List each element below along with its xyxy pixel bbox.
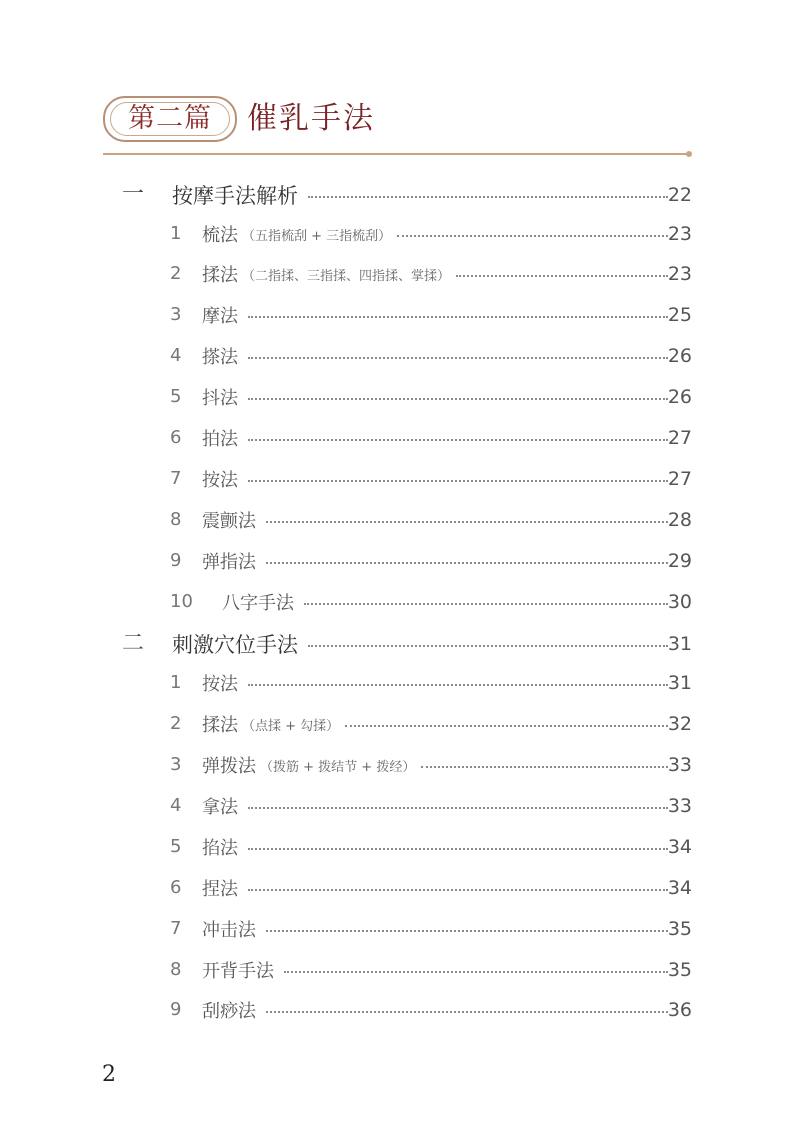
toc-page-number: 23 — [667, 263, 692, 285]
toc-entry-leader — [172, 180, 668, 210]
toc-item-row[interactable] — [0, 505, 800, 535]
toc-item-row[interactable] — [0, 832, 800, 862]
toc-entry-title: 八字手法 — [222, 593, 294, 614]
toc-entry-number: 2 — [170, 263, 182, 284]
toc-entry-title: 刮痧法 — [202, 1001, 256, 1022]
toc-entry-title: 按法 — [202, 674, 238, 695]
toc-dot-leader — [308, 196, 668, 198]
toc-dot-leader — [248, 848, 668, 850]
toc-entry-title: 梳法 — [202, 225, 238, 246]
toc-entry-leader — [202, 423, 668, 453]
toc-dot-leader — [266, 562, 668, 564]
toc-entry-title: 按摩手法解析 — [172, 184, 298, 208]
toc-entry-title: 拿法 — [202, 797, 238, 818]
toc-page-number: 33 — [667, 754, 692, 776]
toc-dot-leader — [266, 521, 668, 523]
toc-item-row[interactable] — [0, 341, 800, 371]
toc-dot-leader — [284, 971, 668, 973]
toc-dot-leader — [304, 603, 668, 605]
toc-entry-number: 1 — [170, 672, 182, 693]
toc-entry-number: 一 — [122, 182, 145, 207]
toc-entry-title: 弹指法 — [202, 552, 256, 573]
toc-page-number: 33 — [667, 795, 692, 817]
toc-entry-leader — [202, 505, 668, 535]
toc-dot-leader — [421, 766, 668, 768]
toc-dot-leader — [266, 930, 668, 932]
toc-entry-number: 3 — [170, 304, 182, 325]
toc-entry-leader — [222, 587, 668, 617]
toc-entry-number: 5 — [170, 836, 182, 857]
toc-item-row[interactable] — [0, 423, 800, 453]
toc-item-row[interactable] — [0, 464, 800, 494]
toc-entry-leader — [202, 341, 668, 371]
toc-page-number: 36 — [667, 999, 692, 1021]
toc-entry-leader — [202, 259, 668, 289]
toc-dot-leader — [248, 439, 668, 441]
toc-dot-leader — [248, 889, 668, 891]
toc-entry-title: 按法 — [202, 470, 238, 491]
toc-page-number: 27 — [667, 468, 692, 490]
toc-entry-number: 8 — [170, 959, 182, 980]
toc-entry-leader — [202, 914, 668, 944]
toc-entry-number: 2 — [170, 713, 182, 734]
toc-entry-subtitle: （五指梳刮 + 三指梳刮） — [242, 228, 392, 244]
toc-page-number: 31 — [667, 633, 692, 655]
toc-page-number: 34 — [667, 836, 692, 858]
toc-entry-title: 捏法 — [202, 879, 238, 900]
toc-page-number: 30 — [667, 591, 692, 613]
toc-entry-title: 掐法 — [202, 838, 238, 859]
toc-entry-number: 10 — [170, 591, 193, 612]
toc-section-row[interactable] — [0, 629, 800, 659]
toc-entry-title: 揉法 — [202, 715, 238, 736]
toc-entry-title: 冲击法 — [202, 920, 256, 941]
toc-entry-title: 抖法 — [202, 388, 238, 409]
toc-entry-leader — [202, 873, 668, 903]
toc-page-number: 32 — [667, 713, 692, 735]
toc-entry-number: 9 — [170, 550, 182, 571]
toc-item-row[interactable] — [0, 873, 800, 903]
toc-entry-leader — [202, 709, 668, 739]
toc-item-row[interactable] — [0, 546, 800, 576]
toc-page-number: 31 — [667, 672, 692, 694]
toc-item-row[interactable] — [0, 259, 800, 289]
toc-entry-leader — [202, 219, 668, 249]
toc-page-number: 26 — [667, 386, 692, 408]
toc-section-row[interactable] — [0, 180, 800, 210]
toc-entry-leader — [172, 629, 668, 659]
toc-page-number: 34 — [667, 877, 692, 899]
toc-entry-number: 4 — [170, 795, 182, 816]
toc-dot-leader — [248, 807, 668, 809]
toc-dot-leader — [248, 684, 668, 686]
toc-entry-title: 刺激穴位手法 — [172, 633, 298, 657]
toc-page-number: 22 — [667, 184, 692, 206]
toc-page-number: 23 — [667, 223, 692, 245]
toc-entry-leader — [202, 464, 668, 494]
toc-page-number: 29 — [667, 550, 692, 572]
toc-entry-number: 3 — [170, 754, 182, 775]
toc-entry-number: 7 — [170, 918, 182, 939]
toc-dot-leader — [248, 398, 668, 400]
toc-entry-number: 1 — [170, 223, 182, 244]
toc-entry-subtitle: （二指揉、三指揉、四指揉、掌揉） — [242, 268, 451, 284]
toc-item-row[interactable] — [0, 750, 800, 780]
toc-item-row[interactable] — [0, 709, 800, 739]
part-title: 催乳手法 — [247, 101, 375, 136]
toc-item-row[interactable] — [0, 382, 800, 412]
toc-entry-title: 搽法 — [202, 347, 238, 368]
toc-entry-leader — [202, 546, 668, 576]
toc-dot-leader — [248, 480, 668, 482]
toc-dot-leader — [456, 275, 668, 277]
toc-entry-title: 摩法 — [202, 306, 238, 327]
toc-entry-leader — [202, 750, 668, 780]
toc-page-number: 26 — [667, 345, 692, 367]
page-number: 2 — [102, 1062, 116, 1087]
toc-item-row[interactable] — [0, 668, 800, 698]
toc-entry-number: 6 — [170, 427, 182, 448]
toc-page-number: 28 — [667, 509, 692, 531]
toc-dot-leader — [266, 1011, 668, 1013]
toc-dot-leader — [308, 645, 668, 647]
toc-item-row[interactable] — [0, 587, 800, 617]
toc-entry-leader — [202, 300, 668, 330]
toc-entry-leader — [202, 791, 668, 821]
toc-entry-number: 6 — [170, 877, 182, 898]
toc-item-row[interactable] — [0, 219, 800, 249]
part-label: 第二篇 — [128, 103, 212, 134]
toc-dot-leader — [345, 725, 668, 727]
toc-entry-leader — [202, 995, 668, 1025]
toc-item-row[interactable] — [0, 791, 800, 821]
toc-entry-title: 震颤法 — [202, 511, 256, 532]
toc-entry-number: 4 — [170, 345, 182, 366]
toc-entry-leader — [202, 668, 668, 698]
toc-item-row[interactable] — [0, 955, 800, 985]
toc-entry-subtitle: （点揉 + 勾揉） — [242, 718, 340, 734]
toc-item-row[interactable] — [0, 300, 800, 330]
toc-entry-leader — [202, 955, 668, 985]
toc-entry-title: 弹拨法 — [202, 756, 256, 777]
toc-entry-number: 7 — [170, 468, 182, 489]
toc-entry-number: 8 — [170, 509, 182, 530]
toc-dot-leader — [397, 235, 668, 237]
toc-page-number: 35 — [667, 959, 692, 981]
toc-entry-subtitle: （拨筋 + 拨结节 + 拨经） — [260, 759, 416, 775]
toc-page-number: 25 — [667, 304, 692, 326]
toc-entry-number: 9 — [170, 999, 182, 1020]
toc-dot-leader — [248, 357, 668, 359]
toc-item-row[interactable] — [0, 914, 800, 944]
toc-entry-leader — [202, 832, 668, 862]
toc-item-row[interactable] — [0, 995, 800, 1025]
toc-page-number: 27 — [667, 427, 692, 449]
toc-entry-number: 5 — [170, 386, 182, 407]
toc-entry-title: 拍法 — [202, 429, 238, 450]
toc-entry-leader — [202, 382, 668, 412]
toc-entry-title: 开背手法 — [202, 961, 274, 982]
header-rule — [103, 153, 689, 155]
toc-dot-leader — [248, 316, 668, 318]
header-rule-dot — [686, 151, 692, 157]
toc-page-number: 35 — [667, 918, 692, 940]
toc-entry-title: 揉法 — [202, 265, 238, 286]
toc-entry-number: 二 — [122, 631, 145, 656]
